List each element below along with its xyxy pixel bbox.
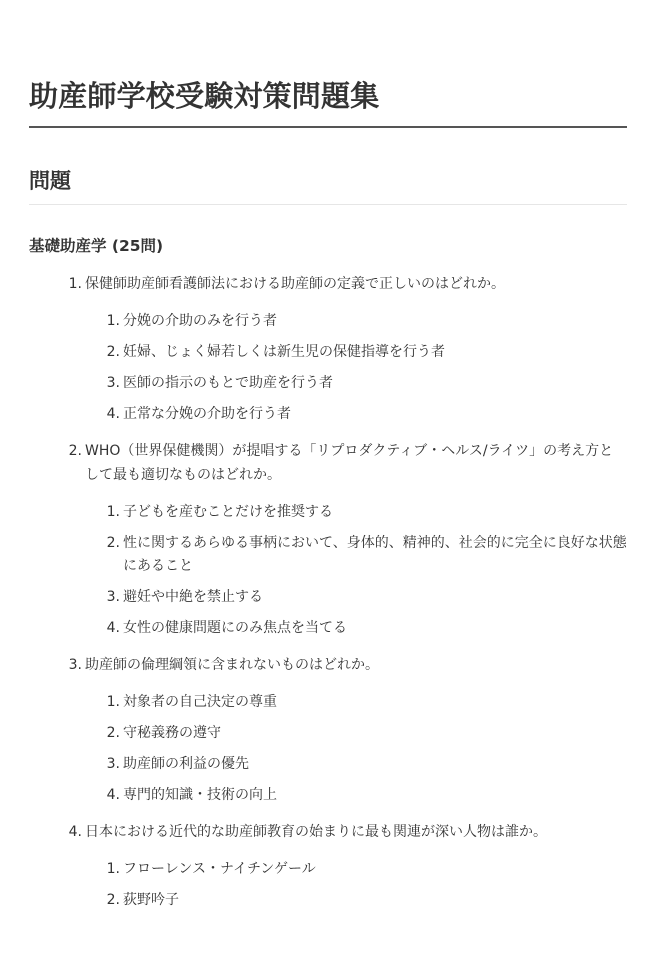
option-item bbox=[104, 403, 627, 426]
option-text: 妊婦、じょく婦若しくは新生児の保健指導を行う者 bbox=[123, 344, 445, 360]
option-number: 2. bbox=[106, 892, 120, 908]
option-list bbox=[66, 310, 627, 426]
question-item bbox=[66, 439, 627, 640]
option-list bbox=[66, 858, 627, 912]
option-text: 子どもを産むことだけを推奨する bbox=[123, 504, 333, 520]
option-text: 避妊や中絶を禁止する bbox=[123, 589, 263, 605]
option-item bbox=[104, 858, 627, 881]
question-text: WHO（世界保健機関）が提唱する「リプロダクティブ・ヘルス/ライツ」の考え方として最も適切なものはどれか。 bbox=[85, 443, 614, 483]
option-number: 1. bbox=[106, 313, 120, 329]
option-number: 2. bbox=[106, 535, 120, 551]
option-number: 2. bbox=[106, 344, 120, 360]
option-text: 分娩の介助のみを行う者 bbox=[123, 313, 277, 329]
option-number: 3. bbox=[106, 756, 120, 772]
option-number: 1. bbox=[106, 504, 120, 520]
question-item bbox=[66, 820, 627, 912]
question-number: 2. bbox=[68, 443, 82, 459]
question-number: 3. bbox=[68, 657, 82, 673]
page-title: 助産師学校受験対策問題集 bbox=[29, 79, 380, 113]
option-text: 女性の健康問題にのみ焦点を当てる bbox=[123, 620, 347, 636]
option-text: 荻野吟子 bbox=[123, 892, 179, 908]
question-list bbox=[29, 272, 627, 912]
option-text: 性に関するあらゆる事柄において、身体的、精神的、社会的に完全に良好な状態にあること bbox=[123, 535, 627, 574]
option-text: 医師の指示のもとで助産を行う者 bbox=[123, 375, 333, 391]
option-list bbox=[66, 691, 627, 807]
option-number: 4. bbox=[106, 620, 120, 636]
question-text: 保健師助産師看護師法における助産師の定義で正しいのはどれか。 bbox=[85, 276, 505, 292]
option-item bbox=[104, 586, 627, 609]
category-title: 基礎助産学 (25問) bbox=[29, 237, 164, 255]
option-item bbox=[104, 532, 627, 578]
question-item bbox=[66, 272, 627, 426]
option-item bbox=[104, 691, 627, 714]
option-list bbox=[66, 501, 627, 640]
question-text: 助産師の倫理綱領に含まれないものはどれか。 bbox=[85, 657, 379, 673]
option-number: 2. bbox=[106, 725, 120, 741]
question-item bbox=[66, 653, 627, 807]
option-item bbox=[104, 341, 627, 364]
option-number: 1. bbox=[106, 694, 120, 710]
question-text: 日本における近代的な助産師教育の始まりに最も関連が深い人物は誰か。 bbox=[85, 824, 547, 840]
option-text: 守秘義務の遵守 bbox=[123, 725, 221, 741]
option-number: 3. bbox=[106, 589, 120, 605]
option-text: 専門的知識・技術の向上 bbox=[123, 787, 277, 803]
option-item bbox=[104, 501, 627, 524]
section-title: 問題 bbox=[29, 169, 71, 193]
option-text: 対象者の自己決定の尊重 bbox=[123, 694, 277, 710]
question-number: 4. bbox=[68, 824, 82, 840]
option-number: 4. bbox=[106, 406, 120, 422]
option-text: フローレンス・ナイチンゲール bbox=[123, 861, 316, 877]
option-item bbox=[104, 722, 627, 745]
option-number: 1. bbox=[106, 861, 120, 877]
option-number: 3. bbox=[106, 375, 120, 391]
option-number: 4. bbox=[106, 787, 120, 803]
option-text: 助産師の利益の優先 bbox=[123, 756, 249, 772]
option-item bbox=[104, 784, 627, 807]
option-item bbox=[104, 753, 627, 776]
option-text: 正常な分娩の介助を行う者 bbox=[123, 406, 291, 422]
option-item bbox=[104, 617, 627, 640]
option-item bbox=[104, 372, 627, 395]
question-number: 1. bbox=[68, 276, 82, 292]
option-item bbox=[104, 889, 627, 912]
option-item bbox=[104, 310, 627, 333]
